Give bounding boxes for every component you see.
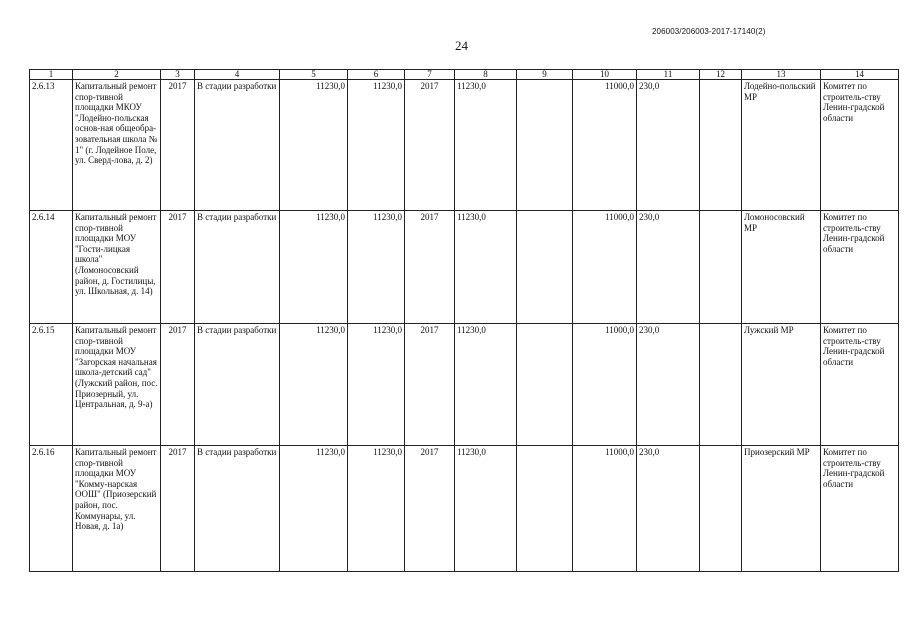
stage: В стадии разработки <box>195 211 280 324</box>
col-header: 6 <box>348 70 405 80</box>
executor: Комитет по строитель-ству Ленин-градской области <box>821 324 899 446</box>
start-year: 2017 <box>161 80 195 211</box>
col-header: 14 <box>821 70 899 80</box>
col-header: 5 <box>280 70 348 80</box>
col-header: 12 <box>700 70 742 80</box>
value-col8: 11230,0 <box>455 446 517 572</box>
value-col10: 11000,0 <box>573 324 637 446</box>
col-header: 11 <box>637 70 700 80</box>
stage: В стадии разработки <box>195 324 280 446</box>
district: Лужский МР <box>742 324 821 446</box>
table-row <box>30 446 899 572</box>
district: Приозерский МР <box>742 446 821 572</box>
value-col9 <box>517 446 573 572</box>
value-col12 <box>700 211 742 324</box>
col-header: 9 <box>517 70 573 80</box>
value-col12 <box>700 446 742 572</box>
col-header: 8 <box>455 70 517 80</box>
object-name: Капитальный ремонт спор-тивной площадки МОУ "Гости-лицкая школа" (Ломоносовский район, д. Гостилицы, ул. Школьная, д. 14) <box>73 211 161 324</box>
value-col11: 230,0 <box>637 324 700 446</box>
value-col5: 11230,0 <box>280 80 348 211</box>
col-header: 7 <box>405 70 455 80</box>
value-col6: 11230,0 <box>348 446 405 572</box>
value-col10: 11000,0 <box>573 211 637 324</box>
stage: В стадии разработки <box>195 446 280 572</box>
header-row <box>30 70 899 80</box>
district: Лодейно-польский МР <box>742 80 821 211</box>
document-id: 206003/206003-2017-17140(2) <box>652 27 766 36</box>
program-table <box>29 69 899 572</box>
district: Ломоносовский МР <box>742 211 821 324</box>
value-col9 <box>517 211 573 324</box>
col-header: 10 <box>573 70 637 80</box>
page-number: 24 <box>455 38 468 53</box>
object-name: Капитальный ремонт спор-тивной площадки МКОУ "Лодейно-польская основ-ная общеобра-зовательная школа № 1" (г. Лодейное Поле, ул. Сверд-лова, д. 2) <box>73 80 161 211</box>
value-col12 <box>700 324 742 446</box>
year-col7: 2017 <box>405 324 455 446</box>
col-header: 2 <box>73 70 161 80</box>
value-col5: 11230,0 <box>280 211 348 324</box>
year-col7: 2017 <box>405 211 455 324</box>
col-header: 4 <box>195 70 280 80</box>
value-col11: 230,0 <box>637 80 700 211</box>
executor: Комитет по строитель-ству Ленин-градской области <box>821 80 899 211</box>
row-code: 2.6.14 <box>30 211 73 324</box>
value-col8: 11230,0 <box>455 324 517 446</box>
value-col8: 11230,0 <box>455 211 517 324</box>
value-col5: 11230,0 <box>280 446 348 572</box>
stage: В стадии разработки <box>195 80 280 211</box>
row-code: 2.6.16 <box>30 446 73 572</box>
value-col11: 230,0 <box>637 446 700 572</box>
start-year: 2017 <box>161 324 195 446</box>
value-col5: 11230,0 <box>280 324 348 446</box>
col-header: 1 <box>30 70 73 80</box>
value-col9 <box>517 324 573 446</box>
value-col8: 11230,0 <box>455 80 517 211</box>
value-col6: 11230,0 <box>348 324 405 446</box>
value-col10: 11000,0 <box>573 446 637 572</box>
value-col11: 230,0 <box>637 211 700 324</box>
value-col10: 11000,0 <box>573 80 637 211</box>
start-year: 2017 <box>161 446 195 572</box>
table-row <box>30 324 899 446</box>
col-header: 3 <box>161 70 195 80</box>
object-name: Капитальный ремонт спор-тивной площадки МОУ "Загорская начальная школа-детский сад" (Лужский район, пос. Приозерный, ул. Центральная, д. 9-а) <box>73 324 161 446</box>
year-col7: 2017 <box>405 446 455 572</box>
col-header: 13 <box>742 70 821 80</box>
object-name: Капитальный ремонт спор-тивной площадки МОУ "Комму-нарская ООШ" (Приозерский район, пос. Коммунары, ул. Новая, д. 1а) <box>73 446 161 572</box>
start-year: 2017 <box>161 211 195 324</box>
value-col6: 11230,0 <box>348 80 405 211</box>
executor: Комитет по строитель-ству Ленин-градской области <box>821 446 899 572</box>
value-col9 <box>517 80 573 211</box>
row-code: 2.6.15 <box>30 324 73 446</box>
table-row <box>30 80 899 211</box>
value-col12 <box>700 80 742 211</box>
row-code: 2.6.13 <box>30 80 73 211</box>
year-col7: 2017 <box>405 80 455 211</box>
table-row <box>30 211 899 324</box>
executor: Комитет по строитель-ству Ленин-градской области <box>821 211 899 324</box>
value-col6: 11230,0 <box>348 211 405 324</box>
